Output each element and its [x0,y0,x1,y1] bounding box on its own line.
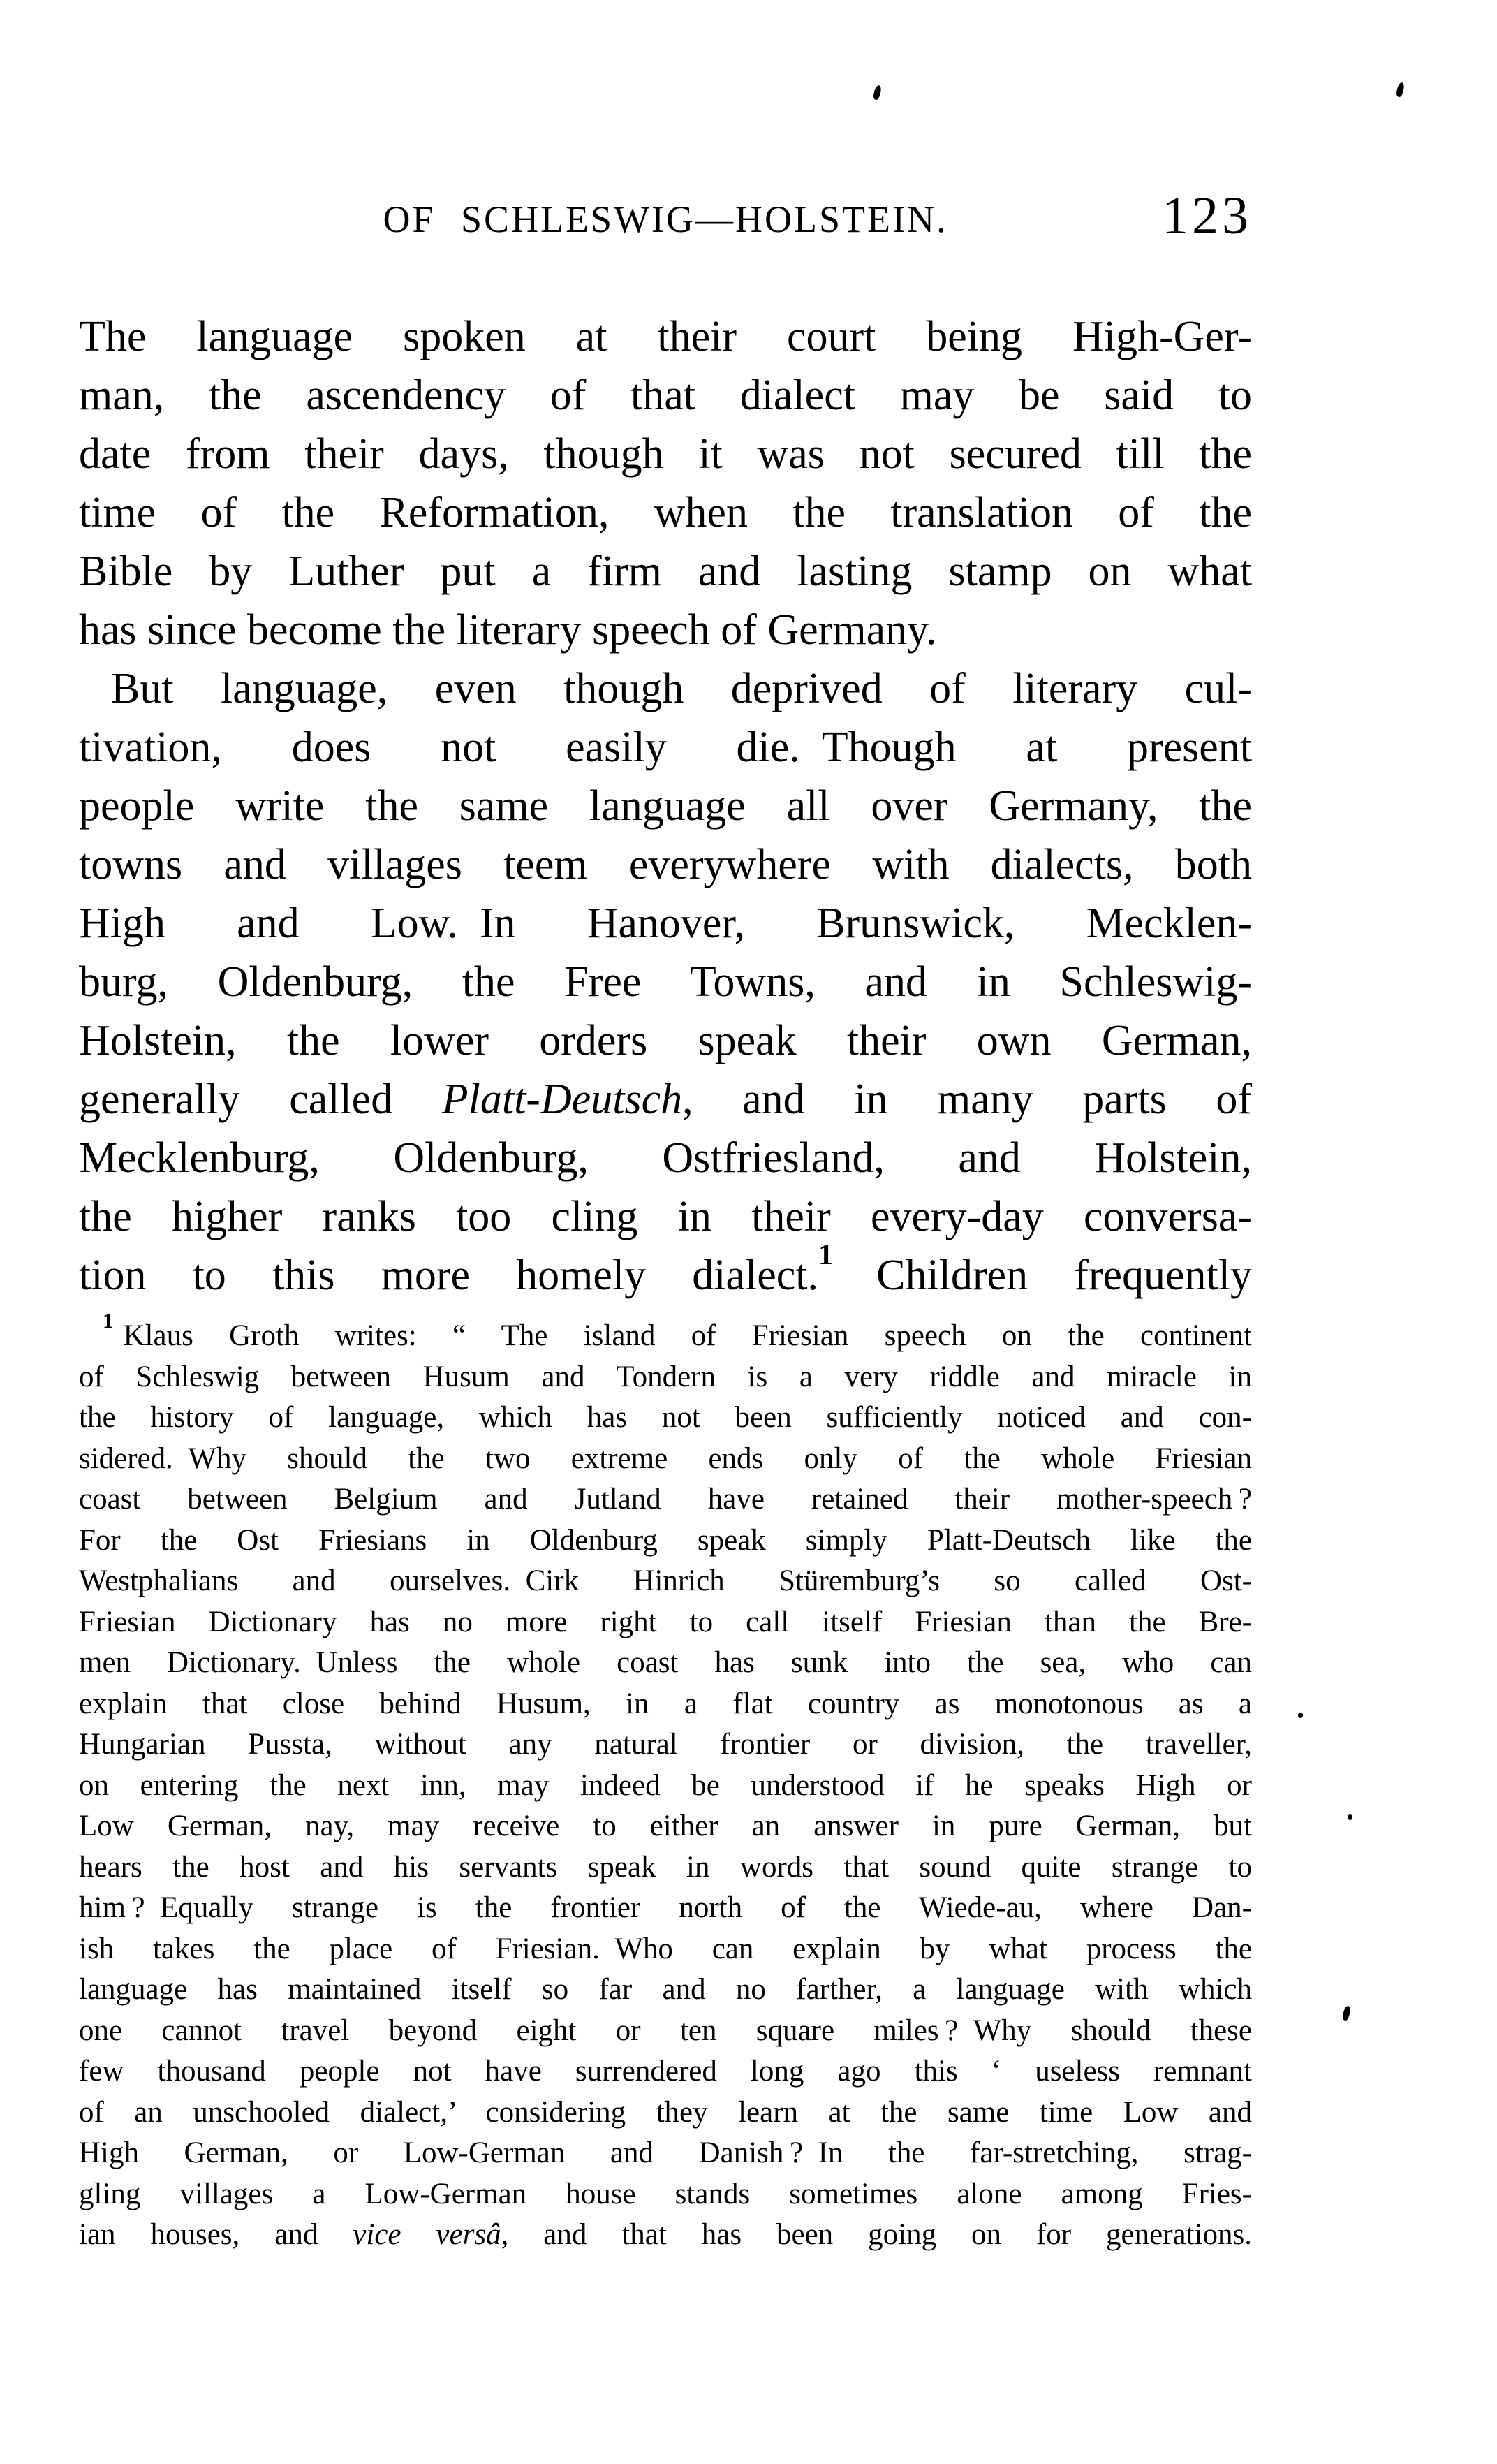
body-line: Mecklenburg, Oldenburg, Ostfriesland, and Holstein, [79,1134,1252,1182]
footnote-line: explain that close behind Husum, in a flat country as monotonous as a [79,1687,1252,1720]
footnote-line [79,1308,1252,1357]
footnote-line: High German, or Low-German and Danish ? In the far-stretching, strag- [79,2136,1252,2169]
page-header-title: OF SCHLESWIG—HOLSTEIN. [383,198,948,240]
body-line: people write the same language all over Germany, the [79,782,1252,830]
footnote-line: Hungarian Pussta, without any natural frontier or division, the traveller, [79,1728,1252,1761]
footnote-line: Low German, nay, may receive to either an answer in pure German, but [79,1810,1252,1842]
body-line: date from their days, though it was not secured till the [79,430,1252,478]
running-head [79,0,1252,245]
ink-speck [1342,2005,1352,2021]
body-line [79,1070,1252,1129]
footnote-line: few thousand people not have surrendered long ago this ‘ useless remnant [79,2055,1252,2088]
body-line-text: generally called [79,1076,442,1123]
body-text [79,307,1252,1305]
body-line: has since become the literary speech of Germany. [79,606,937,654]
body-line-text: tion to this more homely dialect. [79,1252,819,1299]
body-line-text: Children frequently [833,1252,1252,1299]
footnote-line: For the Ost Friesians in Oldenburg speak simply Platt-Deutsch like the [79,1523,1252,1557]
footnote-reference: 1 [818,1238,834,1272]
paragraph-2 [79,659,1252,1305]
footnote-marker: 1 [103,1308,114,1333]
paragraph-1 [79,307,1252,659]
footnote-line: hears the host and his servants speak in words that sound quite strange to [79,1850,1252,1884]
ink-speck [873,85,883,101]
body-line: the higher ranks too cling in their every-day conversa- [79,1193,1252,1240]
footnote-line-text: ian houses, and [79,2218,353,2251]
footnote-line: men Dictionary. Unless the whole coast has sunk into the sea, who can [79,1646,1252,1679]
ink-speck [1298,1713,1303,1718]
footnote-line: coast between Belgium and Jutland have retained their mother-speech ? [79,1483,1252,1516]
italic-term: vice versâ [353,2218,501,2251]
ink-speck [1348,1814,1352,1820]
body-line: burg, Oldenburg, the Free Towns, and in Schleswig- [79,958,1252,1006]
body-line: tivation, does not easily die. Though at present [79,724,1252,771]
footnote-line: of Schleswig between Husum and Tondern is a very riddle and miracle in [79,1360,1252,1393]
body-line: time of the Reformation, when the translation of the [79,489,1252,536]
body-line [79,1238,1252,1305]
footnote-line: on entering the next inn, may indeed be understood if he speaks High or [79,1768,1252,1802]
footnote-line-text: Klaus Groth writes: “ The island of Friesian speech on the continent [123,1319,1252,1352]
body-line-text: , and in many parts of [682,1076,1252,1123]
footnote-line: him ? Equally strange is the frontier north of the Wiede-au, where Dan- [79,1891,1252,1924]
footnote-line: gling villages a Low-German house stands sometimes alone among Fries- [79,2177,1252,2210]
footnote-line: Westphalians and ourselves. Cirk Hinrich Stüremburg’s so called Ost- [79,1564,1252,1597]
footnote-line: Friesian Dictionary has no more right to call itself Friesian than the Bre- [79,1605,1252,1638]
footnote-line: the history of language, which has not been sufficiently noticed and con- [79,1401,1252,1434]
italic-term: Platt-Deutsch [441,1076,683,1123]
body-line: But language, even though deprived of literary cul- [111,665,1252,712]
body-line: Bible by Luther put a firm and lasting stamp on what [79,548,1252,595]
footnote [79,1308,1253,2256]
body-line: Holstein, the lower orders speak their own German, [79,1017,1252,1064]
body-line: High and Low. In Hanover, Brunswick, Mecklen- [79,900,1252,947]
body-line: towns and villages teem everywhere with dialects, both [79,841,1252,888]
footnote-line [79,2215,1252,2256]
body-line: The language spoken at their court being High-Ger- [79,313,1252,360]
footnote-line: one cannot travel beyond eight or ten square miles ? Why should these [79,2014,1252,2047]
page-number: 123 [1162,186,1252,245]
ink-speck [1396,82,1406,98]
footnote-line: language has maintained itself so far and no farther, a language with which [79,1973,1252,2006]
footnote-line-text: , and that has been going on for generations. [501,2218,1253,2251]
footnote-line: sidered. Why should the two extreme ends only of the whole Friesian [79,1442,1252,1475]
footnote-line: ish takes the place of Friesian. Who can explain by what process the [79,1932,1252,1965]
body-line: man, the ascendency of that dialect may be said to [79,372,1252,419]
footnote-line: of an unschooled dialect,’ considering they learn at the same time Low and [79,2095,1252,2129]
